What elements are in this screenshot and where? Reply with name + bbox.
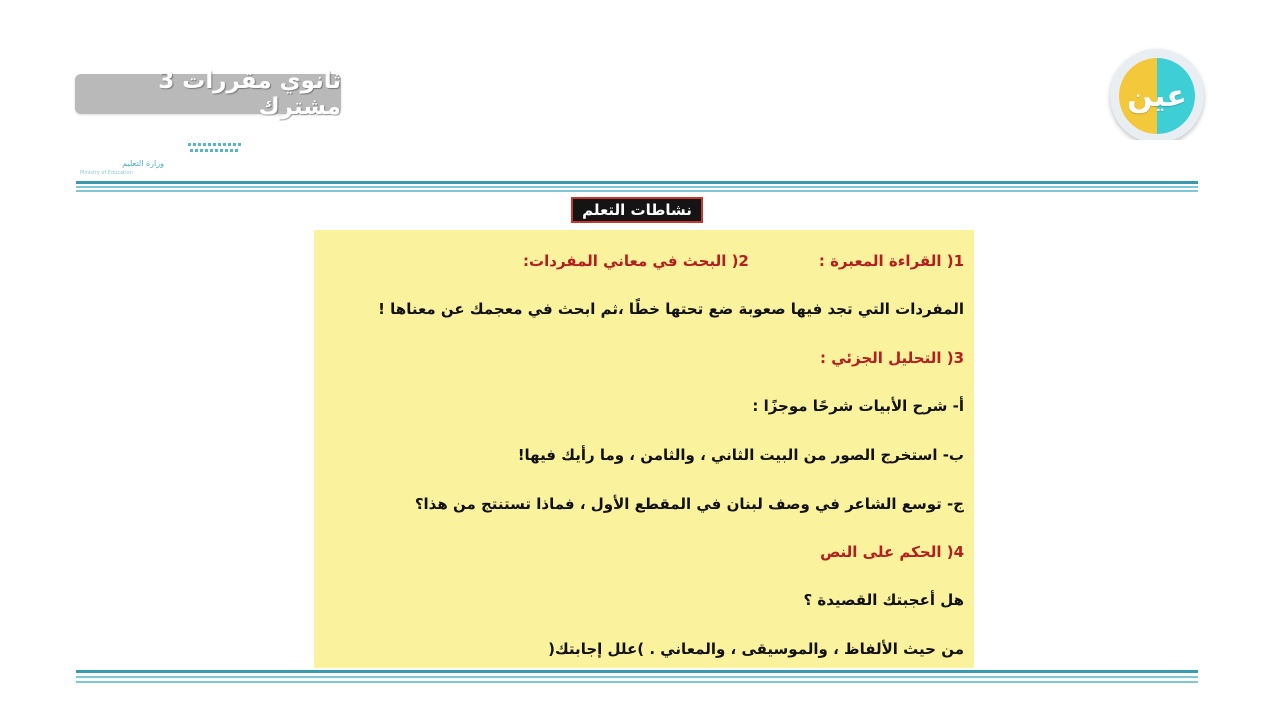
ministry-subtitle: Ministry of Education — [80, 170, 133, 176]
bottom-divider — [76, 670, 1198, 673]
question-a: أ- شرح الأبيات شرحًا موجزًا : — [752, 397, 964, 415]
vocabulary-instruction: المفردات التي تجد فيها صعوبة ضع تحتها خطًا ،ثم ابحث في معجمك عن معناها ! — [378, 300, 964, 318]
ministry-logo — [80, 141, 164, 179]
course-badge — [75, 68, 341, 120]
question-like: هل أعجبتك القصيدة ؟ — [803, 591, 964, 609]
section-title — [571, 197, 703, 223]
logo-emblem — [1119, 58, 1195, 134]
question-c: ج- توسع الشاعر في وصف لبنان في المقطع الأول ، فماذا تستنتج من هذا؟ — [414, 495, 964, 513]
activity-heading-row — [523, 252, 964, 270]
course-label: ثانوي مقررات 3 مشترك — [158, 68, 341, 120]
activity-reading: 1( القراءة المعبرة : — [818, 252, 964, 270]
section-title-label: نشاطات التعلم — [582, 201, 692, 219]
ministry-name: وزارة التعليم — [122, 159, 164, 168]
activity-judgment: 4( الحكم على النص — [820, 543, 964, 561]
top-divider-secondary — [76, 186, 1198, 188]
activity-vocabulary: 2( البحث في معاني المفردات: — [523, 252, 749, 270]
channel-logo — [1110, 49, 1204, 143]
bottom-divider-tertiary — [76, 681, 1198, 683]
question-reason: من حيث الألفاظ ، والموسيقى ، والمعاني . )علل إجابتك( — [548, 640, 964, 658]
bottom-divider-secondary — [76, 676, 1198, 678]
activity-analysis: 3( التحليل الجزئي : — [819, 349, 964, 367]
ministry-emblem-icon — [188, 141, 242, 157]
top-divider — [76, 181, 1198, 184]
question-b: ب- استخرج الصور من البيت الثاني ، والثامن ، وما رأيك فيها! — [517, 446, 964, 464]
logo-text: عين — [1127, 78, 1187, 114]
slide-header — [78, 140, 1198, 184]
